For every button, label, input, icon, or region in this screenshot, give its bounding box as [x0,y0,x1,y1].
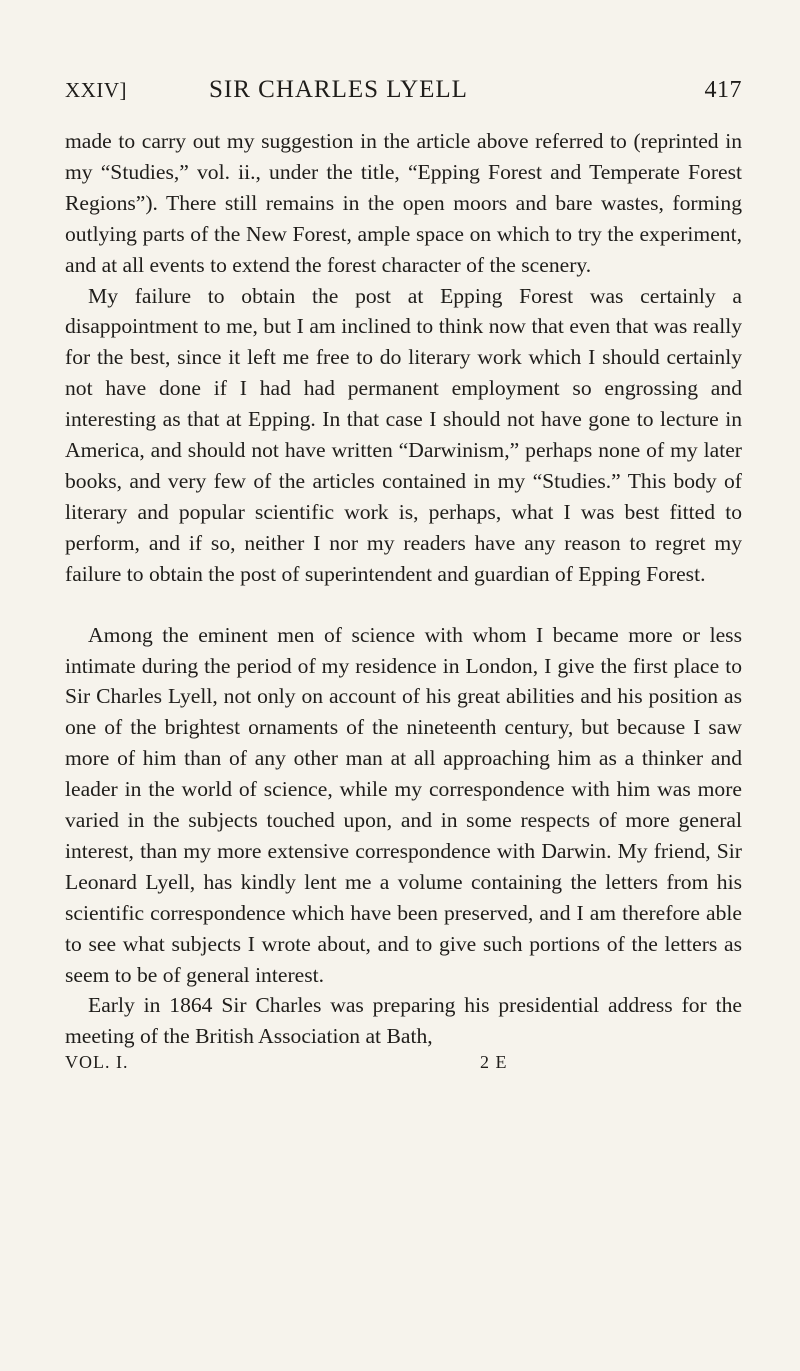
chapter-number: XXIV] [65,78,127,102]
body-text [65,126,742,1052]
paragraph-lyell-intro: Among the eminent men of science with whom I became more or less intimate during the period of my residence in London, I give the first place to Sir Charles Lyell, not only on account of his great abilities and his position as one of the brightest ornaments of the nineteenth century, but because I saw more of him than of any other man at all approaching him as a thinker and leader in the world of science, while my correspondence with him was more varied in the subjects touched upon, and in some respects of more general interest, than my more extensive correspondence with Darwin. My friend, Sir Leonard Lyell, has kindly lent me a volume containing the letters from his scientific correspondence which have been preserved, and I am therefore able to see what subjects I wrote about, and to give such portions of the letters as seem to be of general interest. [65,622,742,987]
paragraph-epping-failure: My failure to obtain the post at Epping Forest was certainly a disappointment to me, but I am inclined to think now that even that was really for the best, since it left me free to do literary work which I should certainly not have done if I had had permanent employment so engrossing and interesting as that at Epping. In that case I should not have gone to lecture in America, and should not have written “Darwinism,” perhaps none of my later books, and very few of the articles contained in my “Studies.” This body of literary and popular scientific work is, perhaps, what I was best fitted to perform, and if so, neither I nor my readers have any reason to regret my failure to obtain the post of superintendent and guardian of Epping Forest. [65,283,742,586]
paragraph-presidential-address: Early in 1864 Sir Charles was preparing his presidential address for the meeting of the British Association at Bath, [65,993,742,1049]
signature-mark: 2 E [480,1052,508,1073]
book-page [65,72,742,1082]
paragraph-continued: made to carry out my suggestion in the article above referred to (reprinted in my “Studies,” vol. ii., under the title, “Epping Forest and Temperate Forest Regions”). There still remains in the open moors and bare wastes, forming outlying parts of the New Forest, ample space on which to try the experiment, and at all events to extend the forest character of the scenery. [65,129,742,277]
page-footer [65,1052,742,1082]
running-head [65,72,742,112]
page-number: 417 [704,77,742,103]
running-title: SIR CHARLES LYELL [209,76,468,103]
volume-label: VOL. I. [65,1052,129,1073]
